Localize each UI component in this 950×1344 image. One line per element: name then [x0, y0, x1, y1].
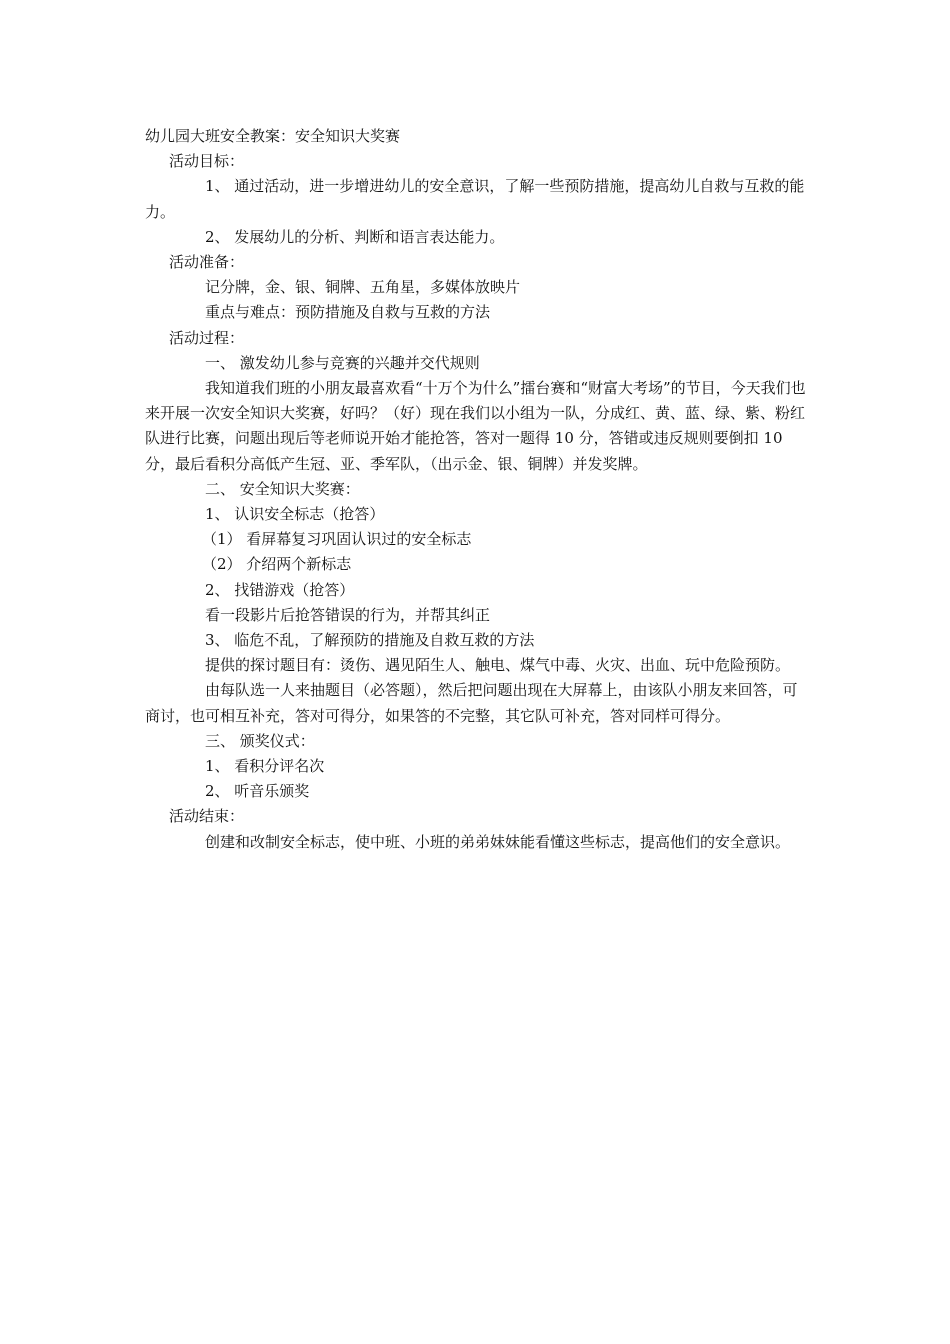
goal-item-1: 1、 通过活动，进一步增进幼儿的安全意识，了解一些预防措施，提高幼儿自救与互救的能力。: [145, 177, 805, 221]
section-2-item-1b: （2） 介绍两个新标志: [202, 555, 352, 574]
section-2-item-1a: （1） 看屏幕复习巩固认识过的安全标志: [202, 530, 472, 549]
section-2-item-2-text: 看一段影片后抢答错误的行为，并帮其纠正: [205, 605, 491, 624]
section-3-item-1: 1、 看积分评名次: [205, 757, 325, 776]
document-title: 幼儿园大班安全教案：安全知识大奖赛: [145, 127, 401, 145]
section-3-item-2: 2、 听音乐颁奖: [205, 782, 310, 801]
section-2-item-1: 1、 认识安全标志（抢答）: [205, 505, 385, 524]
end-text: 创建和改制安全标志，使中班、小班的弟弟妹妹能看懂这些标志，提高他们的安全意识。: [205, 832, 791, 851]
section-2-rules: 由每队选一人来抽题目（必答题），然后把问题出现在大屏幕上，由该队小朋友来回答，可商讨，也可相互补充，答对可得分，如果答的不完整，其它队可补充，答对同样可得分。: [145, 681, 798, 725]
goal-item-2: 2、 发展幼儿的分析、判断和语言表达能力。: [205, 227, 505, 246]
prep-items: 记分牌，金、银、铜牌、五角星，多媒体放映片: [205, 278, 521, 297]
section-2-item-2: 2、 找错游戏（抢答）: [205, 580, 355, 599]
section-2-item-3: 3、 临危不乱，了解预防的措施及自救互救的方法: [205, 631, 535, 650]
section-3-heading: 三、 颁奖仪式：: [205, 731, 315, 750]
goal-heading: 活动目标：: [169, 152, 245, 171]
section-1-text: 我知道我们班的小朋友最喜欢看“十万个为什么”擂台赛和“财富大考场”的节目，今天我们也来开展一次安全知识大奖赛，好吗？（好）现在我们以小组为一队，分成红、黄、蓝、绿、紫、粉红队进行比赛，问题出现后等老师说开始才能抢答，答对一题得 10 分，答错或违反规则要倒扣 10 分，最后看积分高低产生冠、亚、季军队，（出示金、银、铜牌）并发奖牌。: [145, 379, 806, 473]
prep-heading: 活动准备：: [169, 253, 245, 272]
end-heading: 活动结束：: [169, 807, 245, 826]
focus-text: 重点与难点：预防措施及自救与互救的方法: [205, 303, 491, 322]
section-2-heading: 二、 安全知识大奖赛：: [205, 479, 360, 498]
process-heading: 活动过程：: [169, 328, 245, 347]
document-body: [145, 124, 810, 855]
section-1-heading: 一、 激发幼儿参与竞赛的兴趣并交代规则: [205, 353, 480, 372]
section-2-topics: 提供的探讨题目有：烫伤、遇见陌生人、触电、煤气中毒、火灾、出血、玩中危险预防。: [205, 656, 791, 675]
